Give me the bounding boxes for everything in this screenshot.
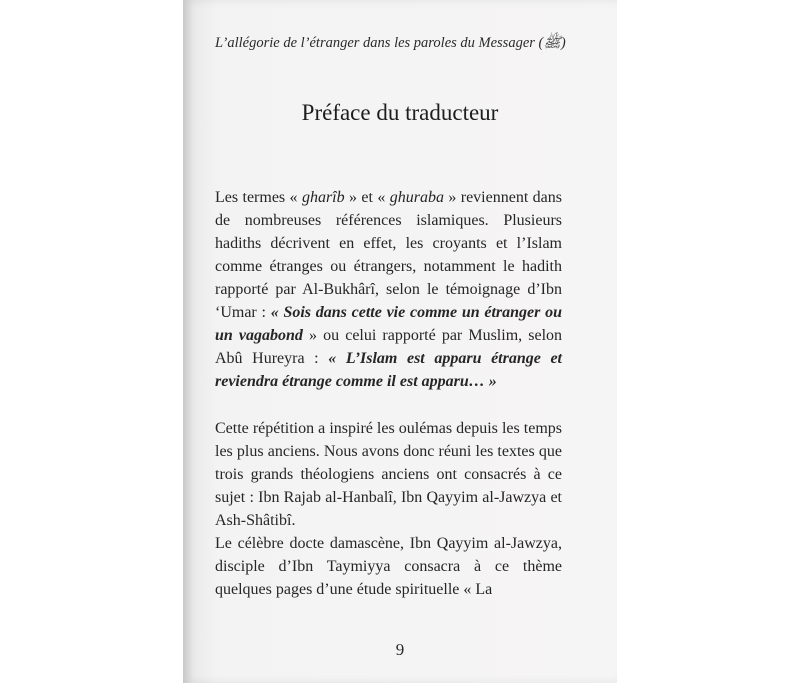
p1-text-d: » ou celui rapporté par Muslim, selon Abû Hureyra : bbox=[215, 327, 563, 367]
term-gharib: gharîb bbox=[301, 189, 345, 206]
book-page bbox=[183, 0, 617, 683]
p1-text-c: » reviennent dans de nombreuses références islamiques. Plusieurs hadiths décrivent en effet, les croyants et l’Islam comme étranges ou étrangers, notamment le hadith rapporté par Al-Bukhârî, selon le témoignage d’Ibn ‘Umar : bbox=[215, 189, 563, 321]
body-text bbox=[215, 186, 562, 601]
page-number: 9 bbox=[395, 640, 405, 659]
quote-bukhari: « Sois dans cette vie comme un étranger ou un vagabond bbox=[215, 304, 563, 344]
paragraph-1 bbox=[215, 186, 562, 393]
p1-text-a: Les termes « bbox=[215, 189, 302, 206]
running-head: L’allégorie de l’étranger dans les paroles du Messager (ﷺ) bbox=[215, 35, 566, 51]
paragraph-2: Cette répétition a inspiré les oulémas depuis les temps les plus anciens. Nous avons donc réuni les textes que trois grands théologiens anciens ont consacrés à ce sujet : Ibn Rajab al-Hanbalî, Ibn Qayyim al-Jawzya et Ash-Shâtibî. bbox=[215, 420, 562, 529]
page-title: Préface du traducteur bbox=[301, 100, 499, 125]
paragraph-gap bbox=[215, 393, 562, 417]
quote-muslim: « L’Islam est apparu étrange et reviendra étrange comme il est apparu… » bbox=[215, 350, 562, 390]
p1-text-b: » et « bbox=[344, 189, 390, 206]
paragraph-3: Le célèbre docte damascène, Ibn Qayyim al-Jawzya, disciple d’Ibn Taymiyya consacra à ce thème quelques pages d’une étude spirituelle « La bbox=[215, 535, 562, 598]
term-ghuraba: ghuraba bbox=[389, 189, 444, 206]
